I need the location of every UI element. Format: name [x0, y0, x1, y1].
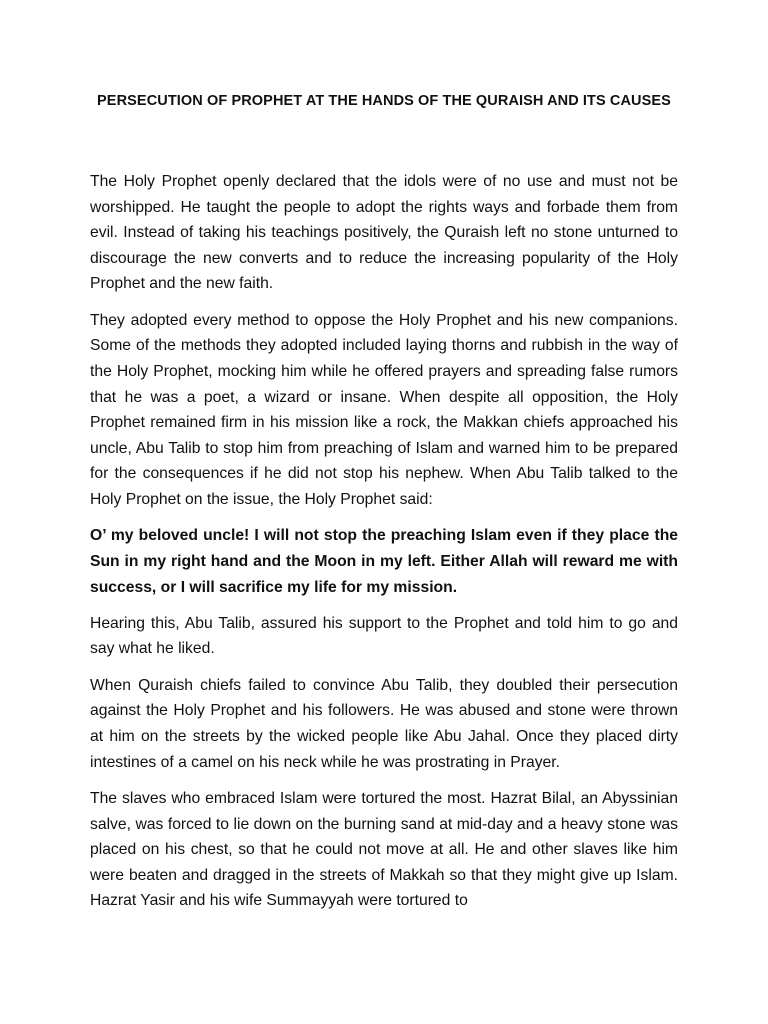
paragraph-4: Hearing this, Abu Talib, assured his support to the Prophet and told him to go and say what he liked. — [90, 614, 678, 658]
document-body — [90, 169, 678, 925]
quote-paragraph: O’ my beloved uncle! I will not stop the preaching Islam even if they place the Sun in my right hand and the Moon in my left. Either Allah will reward me with success, or I will sacrifice my life for my mission. — [90, 527, 678, 596]
document-title: PERSECUTION OF PROPHET AT THE HANDS OF THE QURAISH AND ITS CAUSES — [97, 93, 671, 109]
paragraph-6: The slaves who embraced Islam were tortured the most. Hazrat Bilal, an Abyssinian salve, was forced to lie down on the burning sand at mid-day and a heavy stone was placed on his chest, so that he could not move at all. He and other slaves like him were beaten and dragged in the streets of Makkah so that they might give up Islam. Hazrat Yasir and his wife Summayyah were tortured to — [90, 790, 678, 910]
paragraph-2: They adopted every method to oppose the Holy Prophet and his new companions. Some of the methods they adopted included laying thorns and rubbish in the way of the Holy Prophet, mocking him while he offered prayers and spreading false rumors that he was a poet, a wizard or insane. When despite all opposition, the Holy Prophet remained firm in his mission like a rock, the Makkan chiefs approached his uncle, Abu Talib to stop him from preaching of Islam and warned him to be prepared for the consequences if he did not stop his nephew. When Abu Talib talked to the Holy Prophet on the issue, the Holy Prophet said: — [90, 311, 678, 508]
paragraph-5: When Quraish chiefs failed to convince Abu Talib, they doubled their persecution against the Holy Prophet and his followers. He was abused and stone were thrown at him on the streets by the wicked people like Abu Jahal. Once they placed dirty intestines of a camel on his neck while he was prostrating in Prayer. — [90, 676, 678, 771]
paragraph-1: The Holy Prophet openly declared that the idols were of no use and must not be worshipped. He taught the people to adopt the rights ways and forbade them from evil. Instead of taking his teachings positively, the Quraish left no stone unturned to discourage the new converts and to reduce the increasing popularity of the Holy Prophet and the new faith. — [90, 173, 678, 293]
